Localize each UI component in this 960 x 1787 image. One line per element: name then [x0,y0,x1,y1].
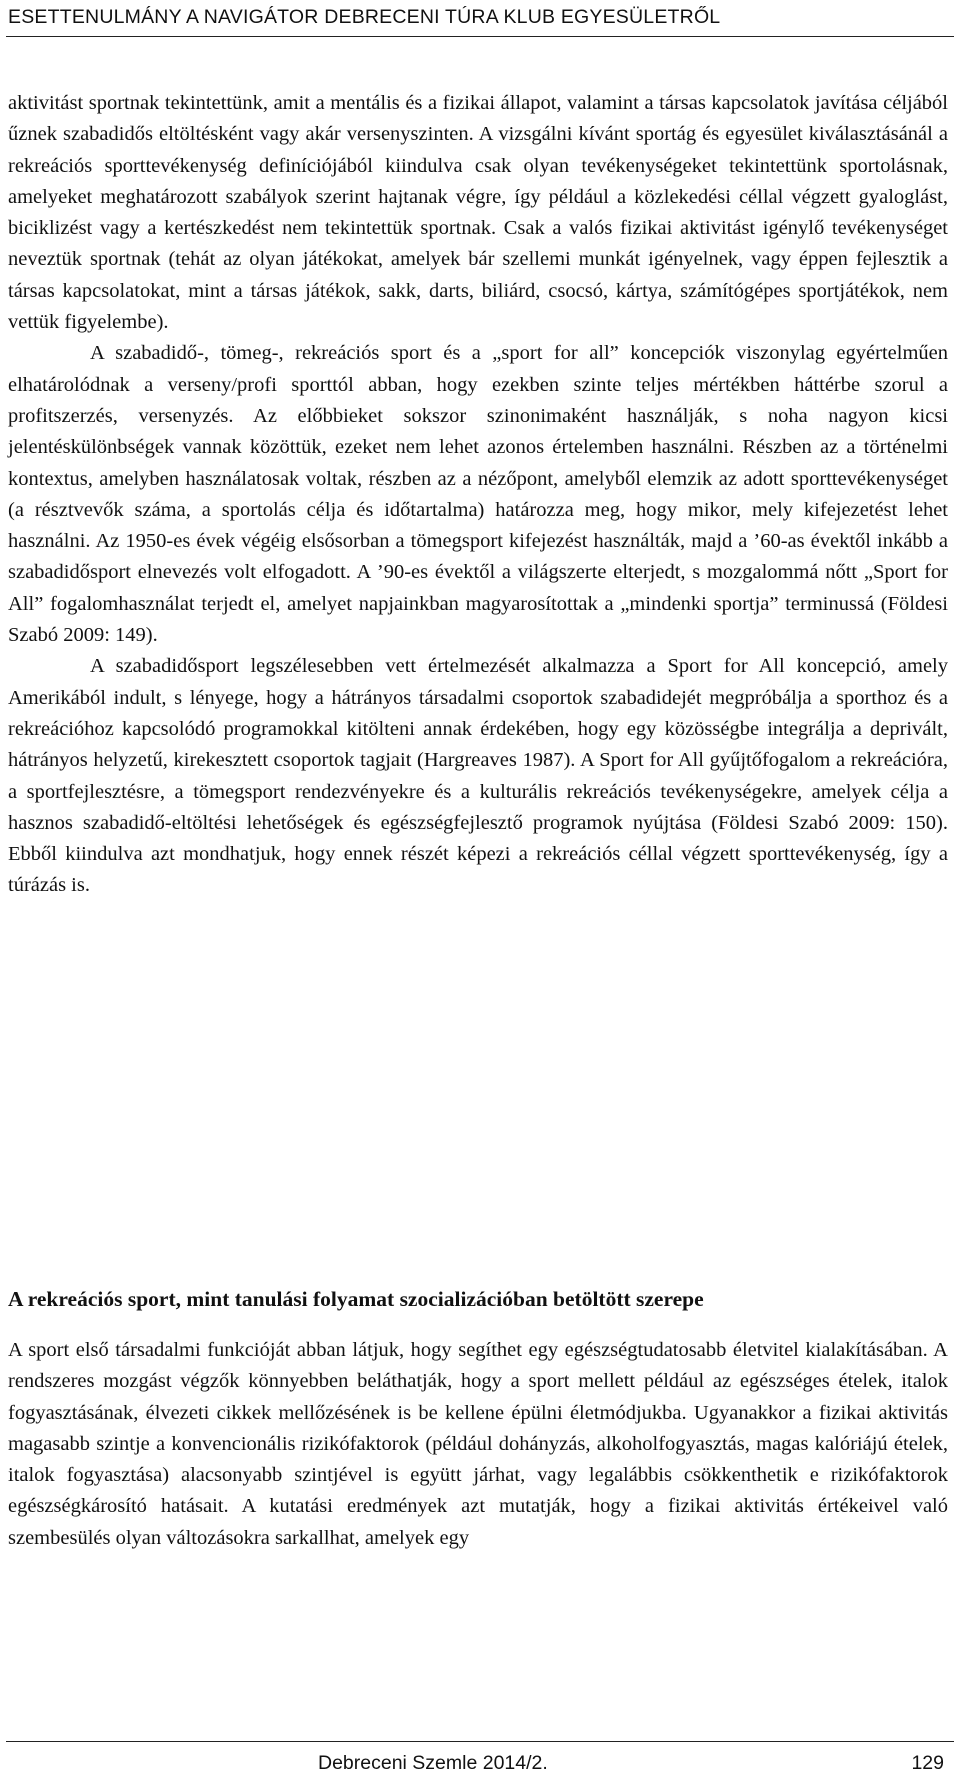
paragraph-4: A sport első társadalmi funkcióját abban látjuk, hogy segíthet egy egészségtudatosabb életvitel kialakításában. A rendszeres mozgást végzők könnyebben beláthatják, hogy a sport mellett például az egészséges ételek, italok fogyasztásának, élvezeti cikkek mellőzésének is be kellene épülni életmódjukba. Ugyanakkor a fizikai aktivitás magasabb szintje a konvencionális rizikófaktorok (például dohányzás, alkoholfogyasztás, magas kalóriájú ételek, italok fogyasztása) alacsonyabb szintjével is együtt járhat, vagy legalábbis csökkenthetik e rizikófaktorok egészségkárosító hatásait. A kutatási eredmények azt mutatják, hogy a fizikai aktivitás értékeivel való szembesülés olyan változásokra sarkallhat, amelyek egy [8,1339,948,1549]
page-number: 129 [911,1752,944,1774]
footer-divider [6,1741,954,1742]
running-header: ESETTENULMÁNY A NAVIGÁTOR DEBRECENI TÚRA KLUB EGYESÜLETRŐL [8,6,721,28]
section-heading: A rekreációs sport, mint tanulási folyamat szocializációban betöltött szerepe [8,1287,704,1311]
header-divider [6,36,954,37]
paragraph-2: A szabadidő-, tömeg-, rekreációs sport és a „sport for all” koncepciók viszonylag egyértelműen elhatárolódnak a verseny/profi sporttól abban, hogy ezekben szinte teljes mértékben háttérbe szorul a profitszerzés, versenyzés. Az előbbieket sokszor szinonimaként használják, s noha nagyon kicsi jelentéskülönbségek vannak közöttük, ezeket nem lehet azonos értelemben használni. Részben az a történelmi kontextus, amelyben használatosak voltak, részben az a nézőpont, amelyből elemzik az adott sporttevékenységet (a résztvevők száma, a sportolás célja és időtartalma) határozza meg, hogy mikor, mely kifejezetést lehet használni. Az 1950-es évek végéig elsősorban a tömegsport kifejezést használták, majd a ’60-as évektől inkább a szabadidősport elnevezés volt elfogadott. A ’90-es évektől a világszerte elterjedt, s mozgalommá nőtt „Sport for All” fogalomhasználat terjedt el, amelyet napjainkban magyarosítottak a „mindenki sportja” terminussá (Földesi Szabó 2009: 149). [8,342,948,647]
section-body [8,1335,948,1554]
body-text [8,88,948,902]
journal-citation: Debreceni Szemle 2014/2. [318,1752,548,1774]
paragraph-1: aktivitást sportnak tekintettünk, amit a mentális és a fizikai állapot, valamint a társas kapcsolatok javítása céljából űznek szabadidős eltöltésként vagy akár versenyszinten. A vizsgálni kívánt sportág és egyesület kiválasztásánál a rekreációs sporttevékenység definíciójából kiindulva csak olyan tevékenységeket tekintettünk sportolásnak, amelyeket meghatározott szabályok szerint hajtanak végre, így például a közlekedési céllal végzett gyaloglást, biciklizést vagy a kertészkedést nem tekintettük sportnak. Csak a valós fizikai aktivitást igénylő tevékenységet neveztük sportnak (tehát az olyan játékokat, amelyek bár szellemi munkát igényelnek, vagy éppen fejlesztik a társas kapcsolatokat, mint a társas játékok, sakk, darts, biliárd, csocsó, kártya, számítógépes sportjátékok, nem vettük figyelembe). [8,92,948,334]
paragraph-3: A szabadidősport legszélesebben vett értelmezését alkalmazza a Sport for All koncepció, amely Amerikából indult, s lényege, hogy a hátrányos társadalmi csoportok szabadidejét megpróbálja a sporthoz és a rekreációhoz kapcsolódó programokkal kitölteni annak érdekében, hogy egy közösségbe integrálja a deprivált, hátrányos helyzetű, kirekesztett csoportok tagjait (Hargreaves 1987). A Sport for All gyűjtőfogalom a rekreációra, a sportfejlesztésre, a tömegsport rendezvényekre és a kulturális rekreációs tevékenységekre, amelyek célja a hasznos szabadidő-eltöltési lehetőségek és egészségfejlesztő programok nyújtása (Földesi Szabó 2009: 150). Ebből kiindulva azt mondhatjuk, hogy ennek részét képezi a rekreációs céllal végzett sporttevékenység, így a túrázás is. [8,655,948,897]
